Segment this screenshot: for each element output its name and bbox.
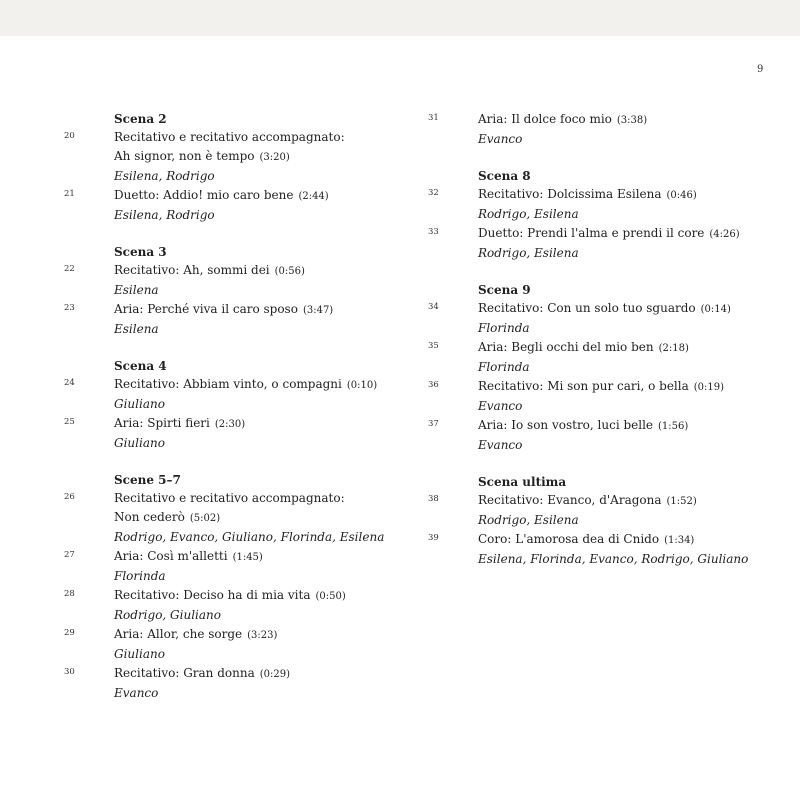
track-entry [64,375,394,414]
track-duration: (2:30) [214,419,246,430]
scene-section [64,471,394,703]
track-entry [64,547,394,586]
track-number: 22 [64,264,75,274]
track-performers: Evanco [114,686,159,700]
track-performers: Florinda [478,321,530,335]
track-title-text: Recitativo: Mi son pur cari, o bella [478,379,689,393]
track-title-line [114,186,394,206]
scene-section [428,473,758,569]
track-title-text: Recitativo: Ah, sommi dei [114,263,270,277]
track-duration: (1:45) [232,552,263,563]
track-duration: (3:20) [259,152,290,163]
track-title-line [478,224,758,244]
track-entry [64,261,394,300]
track-title-line [114,547,394,567]
track-performers: Rodrigo, Giuliano [114,608,221,622]
track-duration: (1:34) [664,535,695,546]
track-performers: Esilena, Rodrigo [114,208,215,222]
track-title-text: Recitativo: Con un solo tuo sguardo [478,301,696,315]
left-column [64,110,394,721]
track-entry [428,377,758,416]
track-duration: (2:44) [298,191,329,202]
track-title-line [114,489,394,508]
track-performers: Rodrigo, Esilena [478,513,579,527]
track-entry [428,338,758,377]
track-number: 25 [64,417,75,427]
track-number: 28 [64,589,75,599]
track-performers: Esilena [114,322,159,336]
track-title-text: Coro: L'amorosa dea di Cnido [478,532,660,546]
track-performers: Giuliano [114,397,165,411]
track-title-text: Duetto: Prendi l'alma e prendi il core [478,226,705,240]
track-body [478,224,758,263]
track-title-text: Recitativo: Gran donna [114,666,255,680]
track-duration: (0:14) [700,304,731,315]
scene-section [64,110,394,225]
track-entry [428,185,758,224]
track-entry [428,224,758,263]
track-title-text: Aria: Io son vostro, luci belle [478,418,654,432]
track-entry [64,489,394,547]
scene-title: Scene 5–7 [114,473,181,487]
track-duration: (4:26) [709,229,740,240]
track-title-line [478,338,758,358]
track-duration: (0:10) [346,380,378,391]
track-title-line [114,128,394,147]
track-duration: (2:18) [658,343,689,354]
track-body [114,625,394,664]
track-entry [64,128,394,186]
track-title-text: Recitativo e recitativo accompagnato: [114,491,345,505]
track-title-line [114,375,394,395]
track-number: 33 [428,227,439,237]
track-duration: (1:52) [666,496,697,507]
scene-title: Scena ultima [478,475,567,489]
track-title-text: Recitativo: Abbiam vinto, o compagni [114,377,342,391]
scene-section [64,243,394,339]
track-title-line [478,530,758,550]
track-title-text: Aria: Spirti fieri [114,416,210,430]
track-performers: Rodrigo, Evanco, Giuliano, Florinda, Esilena [114,530,385,544]
track-title-text: Ah signor, non è tempo [114,149,255,163]
track-title-text: Aria: Il dolce foco mio [478,112,612,126]
track-title-line [478,299,758,319]
track-performers: Giuliano [114,436,165,450]
track-duration: (5:02) [189,513,221,524]
track-number: 20 [64,131,75,141]
track-title-line [478,377,758,397]
track-title-line [478,491,758,511]
track-body [114,414,394,453]
track-number: 23 [64,303,75,313]
track-number: 35 [428,341,439,351]
track-body [114,375,394,414]
track-entry [428,416,758,455]
track-entry [428,530,758,569]
track-body [478,185,758,224]
track-body [114,186,394,225]
track-title-line [114,147,394,167]
track-performers: Evanco [478,132,523,146]
scene-title: Scena 3 [114,245,167,259]
track-title-text: Recitativo: Evanco, d'Aragona [478,493,662,507]
track-entry [64,586,394,625]
track-number: 38 [428,494,439,504]
track-body [114,586,394,625]
track-duration: (0:50) [315,591,346,602]
track-duration: (3:47) [302,305,334,316]
scene-section [428,167,758,263]
track-entry [428,491,758,530]
scene-title: Scena 9 [478,283,531,297]
track-body [114,128,394,186]
track-entry [428,110,758,149]
track-number: 29 [64,628,75,638]
track-performers: Florinda [114,569,166,583]
scene-title: Scena 2 [114,112,167,126]
track-performers: Giuliano [114,647,165,661]
page-top-band [0,0,800,36]
track-number: 30 [64,667,75,677]
track-title-line [114,625,394,645]
track-title-line [478,416,758,436]
track-duration: (3:23) [247,630,278,641]
track-performers: Esilena, Rodrigo [114,169,215,183]
track-title-line [114,414,394,434]
track-title-text: Recitativo e recitativo accompagnato: [114,130,345,144]
scene-section [428,281,758,455]
track-title-text: Aria: Perché viva il caro sposo [114,302,298,316]
track-body [114,489,394,547]
track-title-line [114,261,394,281]
track-entry [64,186,394,225]
track-number: 21 [64,189,75,199]
track-duration: (0:29) [259,669,290,680]
track-number: 34 [428,302,439,312]
track-body [478,110,758,149]
track-body [478,299,758,338]
track-entry [64,625,394,664]
right-column [428,110,758,587]
scene-title: Scena 4 [114,359,167,373]
track-entry [64,414,394,453]
scene-section [64,357,394,453]
track-title-line [114,508,394,528]
track-performers: Evanco [478,399,523,413]
track-performers: Florinda [478,360,530,374]
page-number: 9 [757,64,764,75]
track-performers: Esilena [114,283,159,297]
track-performers: Evanco [478,438,523,452]
track-performers: Rodrigo, Esilena [478,207,579,221]
scene-section [428,110,758,149]
track-performers: Esilena, Florinda, Evanco, Rodrigo, Giuliano [478,552,749,566]
track-body [478,491,758,530]
track-entry [428,299,758,338]
track-number: 39 [428,533,439,543]
track-body [478,416,758,455]
track-body [114,664,394,703]
track-number: 24 [64,378,75,388]
track-title-line [114,300,394,320]
track-title-text: Aria: Begli occhi del mio ben [478,340,654,354]
track-number: 37 [428,419,439,429]
track-performers: Rodrigo, Esilena [478,246,579,260]
track-title-text: Non cederò [114,510,185,524]
track-title-text: Aria: Così m'alletti [114,549,228,563]
track-title-text: Aria: Allor, che sorge [114,627,243,641]
track-body [114,300,394,339]
track-duration: (0:19) [693,382,725,393]
track-body [478,377,758,416]
track-title-line [478,110,758,130]
track-number: 36 [428,380,439,390]
track-duration: (1:56) [658,421,689,432]
track-number: 26 [64,492,75,502]
track-duration: (0:46) [666,190,697,201]
track-body [478,338,758,377]
track-duration: (3:38) [616,115,648,126]
track-body [114,547,394,586]
track-number: 31 [428,113,439,123]
track-number: 27 [64,550,75,560]
track-number: 32 [428,188,439,198]
track-title-line [114,664,394,684]
scene-title: Scena 8 [478,169,531,183]
track-entry [64,664,394,703]
track-body [114,261,394,300]
track-body [478,530,758,569]
track-title-line [478,185,758,205]
track-title-text: Recitativo: Dolcissima Esilena [478,187,662,201]
track-duration: (0:56) [274,266,305,277]
track-title-text: Recitativo: Deciso ha di mia vita [114,588,311,602]
track-entry [64,300,394,339]
track-title-text: Duetto: Addio! mio caro bene [114,188,294,202]
track-title-line [114,586,394,606]
